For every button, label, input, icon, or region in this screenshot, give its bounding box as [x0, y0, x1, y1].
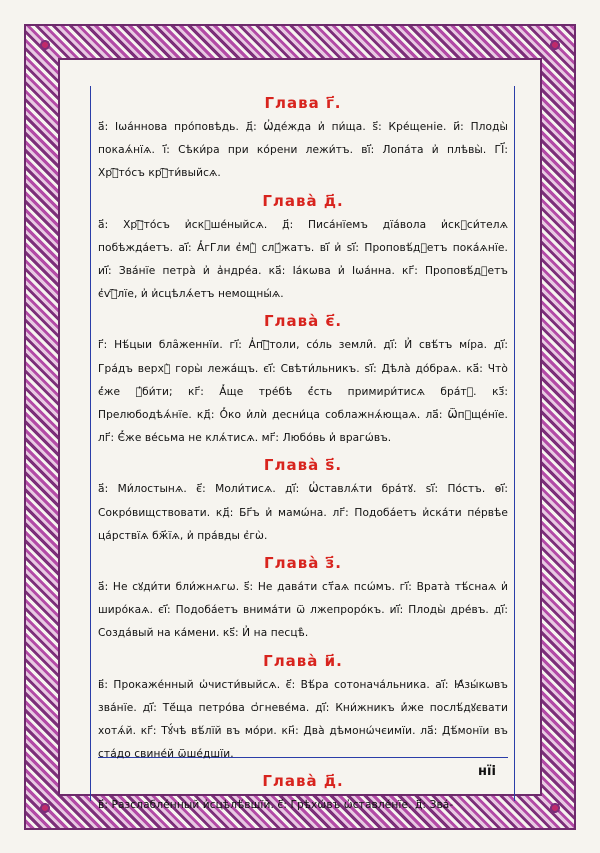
corner-ornament-icon [548, 38, 562, 52]
corner-ornament-icon [548, 801, 562, 815]
corner-ornament-icon [38, 801, 52, 815]
chapter [98, 770, 508, 817]
chapter-summary: в҃: Прокаже́нный ѡ҆чисти́выйсѧ. є҃: Вѣ́ра сотонача́льника. аі҃: Ꙗ҆зы́кѡвъ зва́нїе. ді҃: Тё́ща петро́ва ѻ҆гневе́ма. ді҃: Кни́жникъ и҆́же послѣ́дꙋєвати хотѧ́й. кг҃: Тꙋ́чѣ вѣ́лїй въ мо́ри. кн҃: Два̀ дѣмонѡ́чєимїи. ла҃: Дѣ́монїи въ ста́до свине́й ѿше́дшїи. [98, 678, 508, 761]
corner-ornament-icon [38, 38, 52, 52]
chapter-heading: Глава̀ и҃. [263, 651, 343, 670]
chapter [98, 310, 508, 450]
chapter [98, 650, 508, 767]
chapter-list [98, 88, 508, 818]
chapter-summary: а҃: Не сꙋди́ти бли́жнѧгѡ. ѕ҃: Не дава́ти ст҃аѧ псѡ́мъ. гі҃: Врата̀ тѣ́снаѧ и҆ широ́каѧ. єі҃: Подоба́етъ внима́ти ѿ лжепроро́къ. иі҃: Плоды̀ дре́въ. ді҃: Созда́вый на ка́мени. кѕ҃: И҆ на песцѣ̀. [98, 581, 508, 640]
chapter-heading: Глава̀ д҃. [262, 191, 344, 210]
chapter-summary: а҃: Іѡа́ннова про́повѣдь. д҃: Ѡ҆де́жда и҆ пи́ща. ѕ҃: Кре́щеніе. и҃: Плоды̀ покаѧ́нїѧ. і҃: Сѣки́ра при ко́рени лежи́тъ. ві҃: Лопа́та и҆ плѣвы̀. ГІ҃: Хрⷭ҇то́съ крⷭ҇ти́выйсѧ. [98, 121, 508, 180]
chapter-summary: г҃: Нѣ́цыи бла̑женнїи. гі҃: А҆пⷭ҇толи, со́ль земли̑. ді҃: И҆ свѣ́тъ мі́ра. ді҃: Гра́дъ верхꙋ̀ горы̀ лежа́щъ. єі҃: Свѣти́льникъ. ѕі҃: Дѣла̀ до́браѧ. ка҃: Что̀ є҆́же ꙋ҆би́ти; кг҃: А҆́ще тре́бѣ є҆́сть примири́тисѧ бра́тꙋ. кз҃: Прелюбодѣѧ́нїе. кд҃: О҆́ко и҆лѝ десни́ца соблажнѧ́ющаѧ. ла҃: Ѿпꙋще́нїе. лг҃: Є҆́же ве́сьма не клѧ́тисѧ. мг҃: Любо́вь и҆ врагѡ́въ. [98, 339, 508, 445]
chapter-heading: Глава̀ є҃. [263, 312, 343, 331]
chapter-heading: Глава̀ з҃. [264, 554, 342, 573]
chapter-heading: Глава̀ ѕ҃. [263, 456, 343, 475]
chapter-summary: а҃: Хрⷭ҇то́съ и҆скꙋше́ныйсѧ. д҃: Писа́нїемъ дїа́вола и҆скꙋси́телѧ побѣжда́етъ. аі҃: А҆́гГли є҆мꙋ̀ слꙋ́жатъ. ві҃ и҆ ѕі҃: Проповѣ́дꙋетъ пока́ѧнїе. иі҃: Зва́нїе петра̀ и҆ а҆ндре́а. ка҃: Іа́кѡва и҆ Іѡа́нна. кг҃: Проповѣ́дꙋетъ є҆ѵⷢ҇лїе, и҆ и҆сцѣлѧ́етъ немощны́ѧ. [98, 218, 508, 301]
chapter-summary: а҃: Ми́лостынѧ. є҃: Моли́тисѧ. ді҃: Ѡ҆ставлѧ́ти бра́тꙋ. ѕі҃: По́стъ. ѳі҃: Сокро́вищствовати. кд҃: Бг҃ъ и҆ мамѡ́на. лг҃: Подоба́етъ и҆ска́ти пе́рвѣе ца́рствїѧ бж҃їѧ, и҆ пра́вды є҆гѡ̀. [98, 483, 508, 542]
page-number: нїі [478, 764, 496, 779]
chapter [98, 92, 508, 186]
chapter [98, 552, 508, 646]
chapter [98, 190, 508, 307]
chapter [98, 454, 508, 548]
chapter-heading: Глава̀ д҃. [262, 772, 344, 791]
chapter-heading: Глава г҃. [264, 94, 342, 112]
chapter-summary: в҃: Разслабле́нный и҆сцѣлѣ́вшїй. є҃: Грѣхѡ́въ ѡ҆ставле́нїе. д҃: Зва́- [98, 799, 454, 812]
